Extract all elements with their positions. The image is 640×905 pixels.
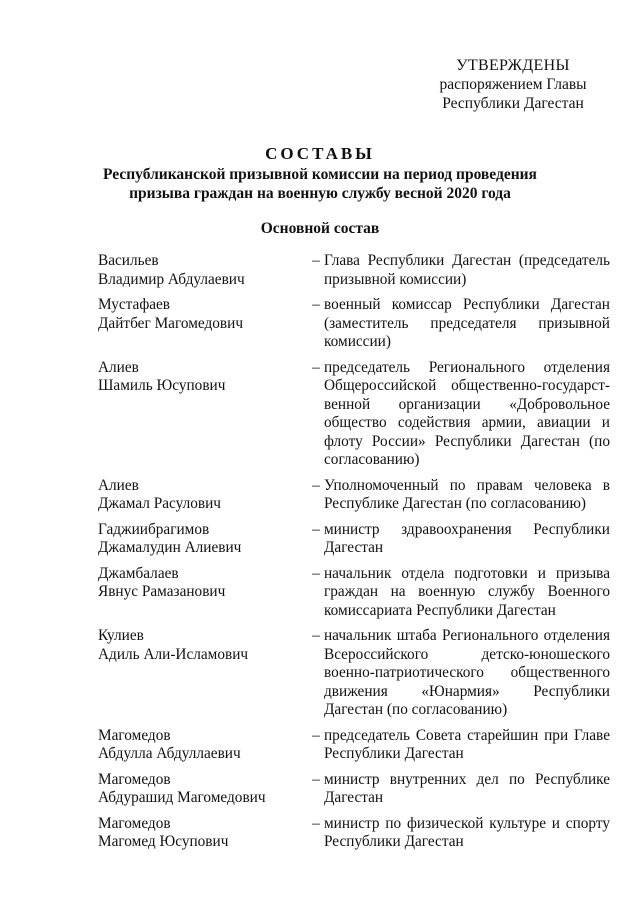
member-row — [98, 521, 610, 558]
dash-separator: – — [312, 770, 320, 788]
member-role: председатель Совета старейшин при Главе Республики Дагестан — [324, 726, 610, 762]
member-name — [98, 521, 308, 558]
dash-separator: – — [312, 627, 320, 644]
approval-stamp — [428, 56, 598, 113]
member-given-name: Абдулла Абдуллаевич — [98, 745, 241, 762]
member-name — [98, 771, 308, 808]
member-surname: Алиев — [98, 476, 139, 494]
member-surname: Магомедов — [98, 814, 171, 832]
members-list — [98, 252, 610, 859]
member-row — [98, 359, 610, 470]
member-given-name: Абдурашид Магомедович — [98, 789, 266, 806]
member-name — [98, 727, 308, 764]
document-title: СОСТАВЫ — [265, 144, 375, 163]
dash-separator: – — [312, 726, 320, 744]
member-surname: Алиев — [98, 358, 139, 376]
member-name — [98, 252, 308, 289]
member-given-name: Явнус Рамазанович — [98, 583, 226, 600]
dash-separator: – — [312, 814, 320, 832]
member-name — [98, 627, 308, 720]
dash-separator: – — [312, 476, 320, 494]
dash-separator: – — [312, 358, 320, 376]
member-given-name: Дайтбег Магомедович — [98, 314, 244, 332]
member-role: начальник отдела подготовки и призыва граждан на военную службу Военного комиссариата Республики Дагестан — [324, 564, 610, 619]
member-given-name: Джамал Расулович — [98, 495, 221, 512]
member-row — [98, 565, 610, 621]
approval-line-2: распоряжением Главы — [439, 76, 587, 93]
member-surname: Кулиев — [98, 627, 144, 644]
member-role: военный комиссар Республики Дагестан (заместитель председателя призывной комиссии) — [324, 296, 610, 350]
member-role: министр внутренних дел по Республике Дагестан — [324, 770, 610, 806]
member-role: министр здравоохранения Республики Дагестан — [324, 520, 610, 556]
dash-separator: – — [312, 252, 320, 269]
member-row — [98, 815, 610, 852]
member-surname: Гаджиибрагимов — [98, 520, 210, 538]
member-role: начальник штаба Регионального отделения Всероссийского детско-юношеского военно-патриотического общественного движения «Юнармия» Республики Дагестан (по согласованию) — [324, 627, 610, 718]
member-role: председатель Регионального отделения Общероссийской общественно-государственной организации «Добровольное общество содействия армии, авиации и флоту России» Республики Дагестан (по согласованию) — [324, 358, 610, 468]
member-role: Глава Республики Дагестан (председатель призывной комиссии) — [324, 252, 610, 288]
member-surname: Магомедов — [98, 770, 171, 788]
member-given-name: Владимир Абдулаевич — [98, 270, 245, 288]
member-given-name: Адиль Али-Исламович — [98, 645, 249, 663]
member-surname: Васильев — [98, 252, 159, 269]
member-name — [98, 296, 308, 352]
document-heading — [0, 143, 640, 203]
member-row — [98, 771, 610, 808]
member-row — [98, 252, 610, 289]
member-row — [98, 627, 610, 720]
member-role: министр по физической культуре и спорту Республики Дагестан — [324, 814, 610, 850]
section-title: Основной состав — [260, 220, 380, 237]
member-name — [98, 477, 308, 514]
dash-separator: – — [312, 564, 320, 582]
approval-title: УТВЕРЖДЕНЫ — [456, 57, 570, 74]
member-name — [98, 565, 308, 621]
member-given-name: Магомед Юсупович — [98, 833, 229, 850]
member-row — [98, 477, 610, 514]
member-given-name: Джамалудин Алиевич — [98, 539, 242, 556]
member-name — [98, 815, 308, 852]
member-surname: Магомедов — [98, 726, 171, 744]
document-subtitle-line-1: Республиканской призывной комиссии на период проведения — [103, 166, 537, 183]
dash-separator: – — [312, 520, 320, 538]
member-given-name: Шамиль Юсупович — [98, 377, 226, 394]
member-role: Уполномоченный по правам человека в Республике Дагестан (по согласованию) — [324, 476, 610, 512]
member-name — [98, 359, 308, 470]
dash-separator: – — [312, 296, 320, 313]
member-row — [98, 727, 610, 764]
approval-line-3: Республики Дагестан — [442, 95, 584, 112]
document-subtitle-line-2: призыва граждан на военную службу весной 2020 года — [129, 185, 511, 202]
member-surname: Джамбалаев — [98, 564, 179, 582]
member-surname: Мустафаев — [98, 296, 171, 313]
member-row — [98, 296, 610, 352]
